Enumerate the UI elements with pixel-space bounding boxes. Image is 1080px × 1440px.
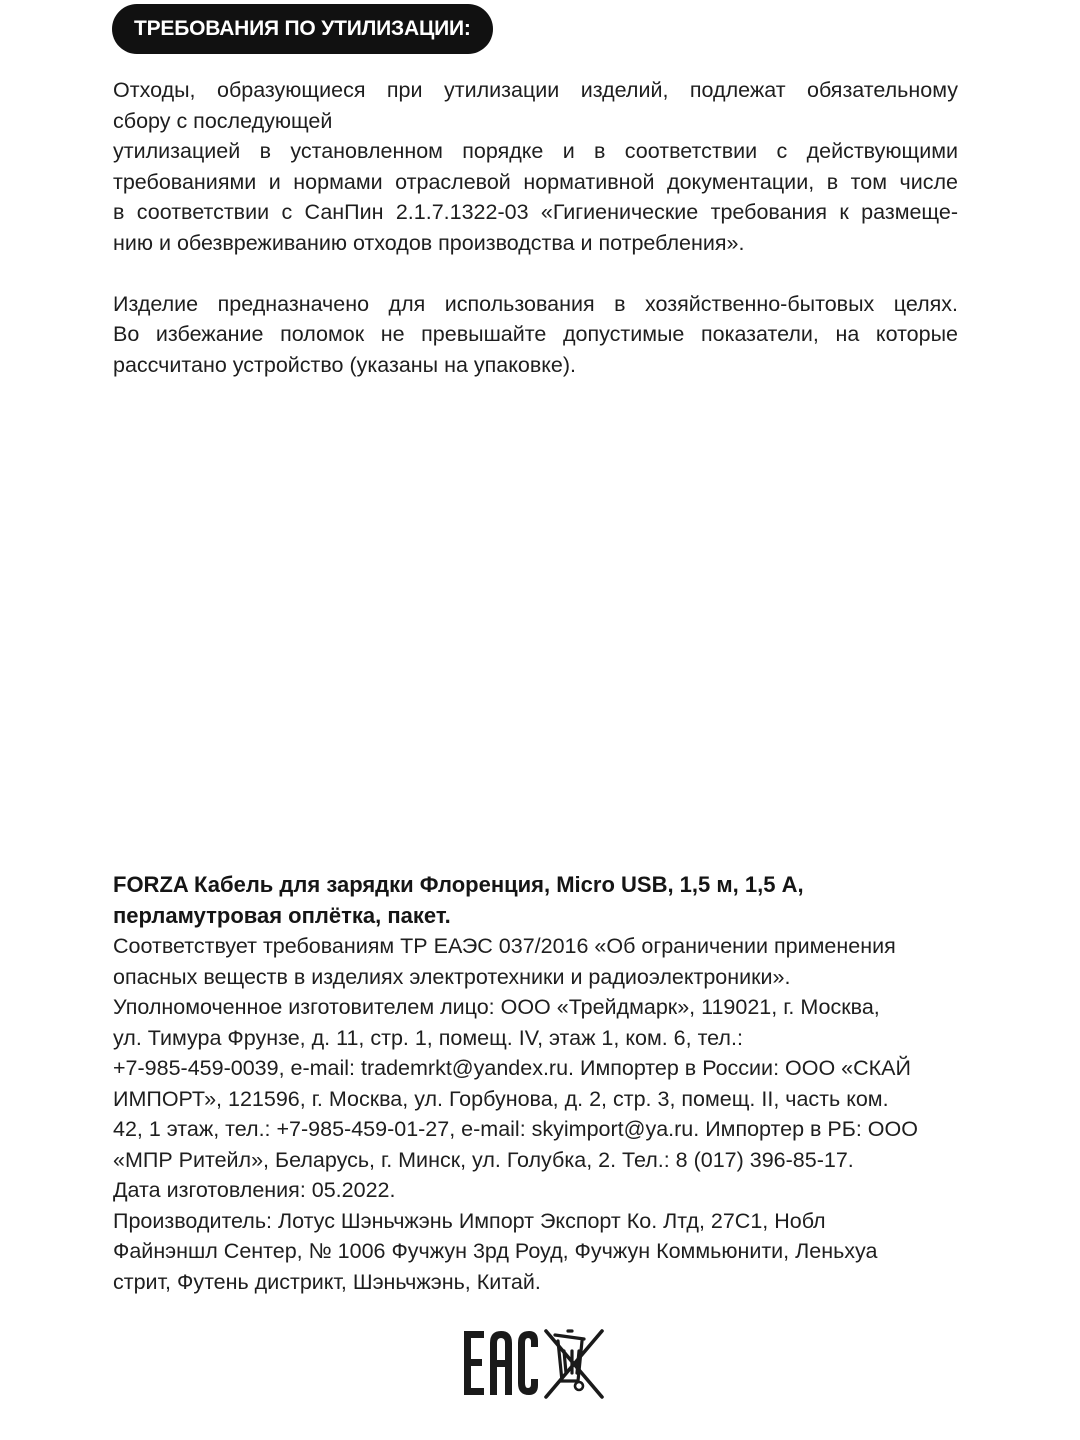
info-line: +7-985-459-0039, e-mail: trademrkt@yandex.ru. Импортер в России: ООО «СКАЙ: [113, 1056, 911, 1080]
disposal-paragraph-2: [113, 289, 958, 381]
product-details: [113, 931, 963, 1297]
info-line: ИМПОРТ», 121596, г. Москва, ул. Горбунова, д. 2, стр. 3, помещ. II, часть ком.: [113, 1086, 889, 1111]
text-line: Отходы, образующиеся при утилизации изделий, подлежат обязательному: [113, 78, 958, 102]
title-line: перламутровая оплётка, пакет.: [113, 902, 451, 928]
certification-marks: [460, 1325, 610, 1403]
info-line: опасных веществ в изделиях электротехники и радиоэлектроники».: [113, 964, 791, 989]
text-line: нию и обезвреживанию отходов производства и потребления».: [113, 230, 745, 255]
text-line: требованиями и нормами отраслевой нормативной документации, в том числе: [113, 169, 958, 194]
section-heading: ТРЕБОВАНИЯ ПО УТИЛИЗАЦИИ:: [112, 4, 493, 54]
product-title: [113, 870, 963, 931]
text-line: рассчитано устройство (указаны на упаковке).: [113, 352, 577, 377]
text-line: утилизацией в установленном порядке и в соответствии с действующими: [113, 139, 958, 163]
text-line: в соответствии с СанПин 2.1.7.1322-03 «Гигиенические требования к размеще-: [113, 200, 958, 224]
info-line: стрит, Футень дистрикт, Шэньчжэнь, Китай.: [113, 1269, 541, 1294]
eac-mark-icon: [464, 1331, 538, 1395]
info-line: ул. Тимура Фрунзе, д. 11, стр. 1, помещ. IV, этаж 1, ком. 6, тел.:: [113, 1025, 743, 1050]
info-line: Производитель: Лотус Шэньчжэнь Импорт Экспорт Ко. Лтд, 27С1, Нобл: [113, 1208, 826, 1233]
info-line: 42, 1 этаж, тел.: +7-985-459-01-27, e-mail: skyimport@ya.ru. Импортер в РБ: ООО: [113, 1117, 918, 1141]
info-line: Уполномоченное изготовителем лицо: ООО «Трейдмарк», 119021, г. Москва,: [113, 995, 880, 1019]
crossed-bin-icon: [546, 1331, 602, 1397]
text-line: Во избежание поломок не превышайте допустимые показатели, на которые: [113, 322, 958, 346]
info-line: Файнэншл Сентер, № 1006 Фучжун 3рд Роуд, Фучжун Коммьюнити, Леньхуа: [113, 1239, 878, 1263]
manufacture-date: Дата изготовления: 05.2022.: [113, 1178, 396, 1202]
title-line: FORZA Кабель для зарядки Флоренция, Micro USB, 1,5 м, 1,5 А,: [113, 872, 804, 897]
disposal-paragraph-1: [113, 75, 958, 258]
info-line: Соответствует требованиям ТР ЕАЭС 037/2016 «Об ограничении применения: [113, 934, 896, 958]
text-line: Изделие предназначено для использования в хозяйственно-бытовых целях.: [113, 291, 958, 316]
text-line: сбору с последующей: [113, 108, 333, 133]
info-line: «МПР Ритейл», Беларусь, г. Минск, ул. Голубка, 2. Тел.: 8 (017) 396-85-17.: [113, 1147, 854, 1172]
disposal-text: [113, 75, 958, 380]
product-info: [113, 870, 963, 1297]
